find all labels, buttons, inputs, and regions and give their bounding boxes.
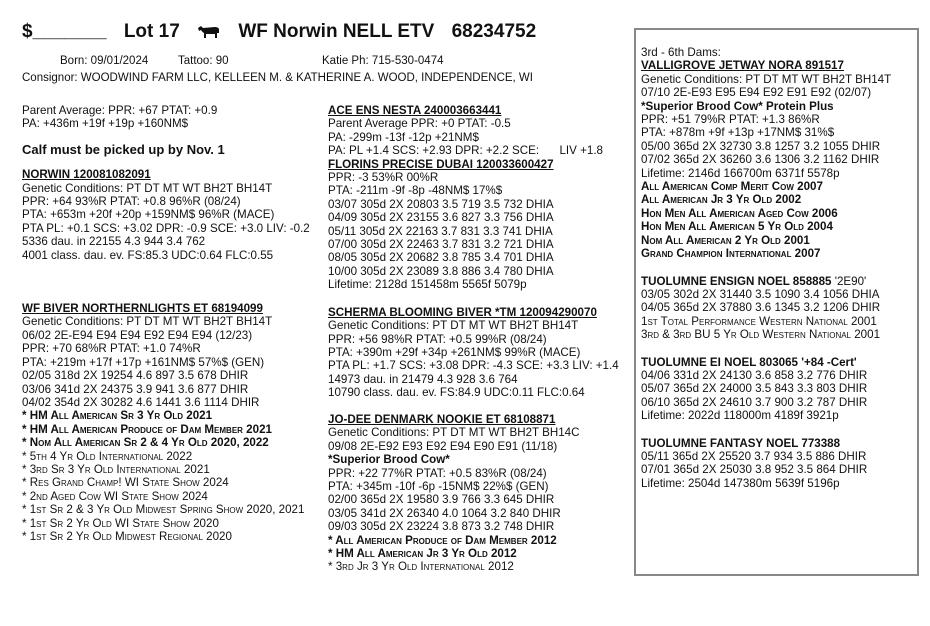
dam-line: 06/02 2E-E94 E94 E94 E92 E94 E94 (12/23) — [22, 328, 253, 342]
dam-line: 02/05 318d 2X 19254 4.6 897 3.5 678 DHIR — [22, 369, 249, 383]
animal-name: WF Norwin NELL ETV — [238, 21, 435, 42]
florins-line: 10/00 305d 2X 23089 3.8 886 3.4 780 DHIA — [328, 264, 554, 278]
ace-liv: LIV +1.8 — [559, 144, 603, 158]
sire-line: 4001 class. dau. ev. FS:85.3 UDC:0.64 FLC:0.55 — [22, 248, 274, 262]
dam-line: Genetic Conditions: PT DT MT WT BH2T BH14T — [22, 315, 273, 329]
florins-title: FLORINS PRECISE DUBAI 120033600427 — [328, 157, 554, 171]
dam-award: * 1st Sr 2 & 3 Yr Old Midwest Spring Show 2020, 2021 — [22, 503, 305, 517]
fantasy-line: 07/01 365d 2X 25030 3.8 952 3.5 864 DHIR — [641, 463, 868, 477]
nora-award: Hon Men All American Aged Cow 2006 — [641, 206, 838, 220]
sire-line: 5336 dau. in 22155 4.3 944 3.4 762 — [22, 235, 206, 249]
dam-award: * 2nd Aged Cow WI State Show 2024 — [22, 489, 208, 503]
dam-line: PTA: +219m +17f +17p +161NM$ 57%$ (GEN) — [22, 355, 265, 369]
cow-icon — [197, 23, 221, 39]
ei-line: Lifetime: 2022d 118000m 4189f 3921p — [641, 409, 839, 423]
ensign-heading — [641, 275, 891, 288]
contact-phone: Katie Ph: 715-530-0474 — [322, 55, 444, 67]
jodee-line: 03/05 341d 2X 26340 4.0 1064 3.2 840 DHIR — [328, 506, 561, 520]
registration-number: 68234752 — [451, 21, 537, 42]
sire-title: NORWIN 120081082091 — [22, 168, 151, 182]
ensign-score: '2E90' — [834, 274, 867, 288]
scherma-line: 14973 dau. in 21479 4.3 928 3.6 764 — [328, 372, 518, 386]
jodee-brood: *Superior Brood Cow* — [328, 453, 450, 467]
jodee-line: Genetic Conditions: PT DT MT WT BH2T BH14C — [328, 426, 580, 440]
scherma-line: PTA: +390m +29f +34p +261NM$ 99%R (MACE) — [328, 345, 581, 359]
jodee-line: 09/08 2E-E92 E93 E92 E94 E90 E91 (11/18) — [328, 439, 558, 453]
ensign-line: 03/05 302d 2X 31440 3.5 1090 3.4 1056 DHIA — [641, 287, 880, 301]
price-blank: $_______ — [22, 21, 107, 42]
nora-brood: *Superior Brood Cow* Protein Plus — [641, 99, 834, 113]
dam-line: 03/06 341d 2X 24375 3.9 941 3.6 877 DHIR — [22, 382, 249, 396]
nora-award: Grand Champion International 2007 — [641, 247, 821, 261]
jodee-line: 02/00 365d 2X 19580 3.9 766 3.3 645 DHIR — [328, 493, 555, 507]
ei-title: TUOLUMNE EI NOEL 803065 — [641, 355, 798, 369]
ace-title: ACE ENS NESTA 240003663441 — [328, 104, 502, 117]
nora-line: 07/10 2E-E93 E95 E94 E92 E91 E92 (02/07) — [641, 86, 872, 100]
ensign-line: 04/05 365d 2X 37880 3.6 1345 3.2 1206 DHIR — [641, 301, 881, 315]
jodee-award: * HM All American Jr 3 Yr Old 2012 — [328, 546, 517, 560]
nora-award: Hon Men All American 5 Yr Old 2004 — [641, 220, 833, 234]
tattoo: Tattoo: 90 — [178, 55, 229, 67]
sire-line: PTA PL: +0.1 SCS: +3.02 DPR: -0.9 SCE: +3.0 LIV: -0.2 — [22, 221, 310, 235]
dam-award: * 1st Sr 2 Yr Old Midwest Regional 2020 — [22, 529, 232, 543]
florins-line: PPR: -3 53%R 00%R — [328, 171, 439, 185]
jodee-line: 09/03 305d 2X 23224 3.8 873 3.2 748 DHIR — [328, 520, 555, 534]
ei-heading — [641, 356, 891, 369]
nora-line: PPR: +51 79%R PTAT: +1.3 86%R — [641, 113, 820, 127]
sire-line: Genetic Conditions: PT DT MT WT BH2T BH14T — [22, 181, 273, 195]
dam-award: * Nom All American Sr 2 & 4 Yr Old 2020, 2022 — [22, 436, 269, 450]
scherma-line: 10790 class. dau. ev. FS:84.9 UDC:0.11 FLC:0.64 — [328, 386, 585, 400]
ei-line: 05/07 365d 2X 24000 3.5 843 3.3 803 DHIR — [641, 382, 868, 396]
nora-title: VALLIGROVE JETWAY NORA 891517 — [641, 59, 844, 73]
scherma-title: SCHERMA BLOOMING BIVER *TM 120094290070 — [328, 305, 597, 319]
jodee-title: JO-DEE DENMARK NOOKIE ET 68108871 — [328, 412, 556, 426]
dam-title: WF BIVER NORTHERNLIGHTS ET 68194099 — [22, 302, 263, 316]
ei-score: '+84 -Cert' — [801, 355, 857, 369]
dam-award: * Res Grand Champ! WI State Show 2024 — [22, 476, 229, 490]
middle-column — [328, 104, 619, 574]
florins-line: 03/07 305d 2X 20803 3.5 719 3.5 732 DHIA — [328, 197, 554, 211]
ei-line: 04/06 331d 2X 24130 3.6 858 3.2 776 DHIR — [641, 368, 868, 382]
nora-line: PTA: +878m +9f +13p +17NM$ 31%$ — [641, 126, 835, 140]
ensign-title: TUOLUMNE ENSIGN NOEL 858885 — [641, 274, 832, 288]
dam-award: * 3rd Sr 3 Yr Old International 2021 — [22, 462, 210, 476]
left-column — [22, 104, 310, 543]
dam-award: * 5th 4 Yr Old International 2022 — [22, 449, 193, 463]
scherma-line: PPR: +56 98%R PTAT: +0.5 99%R (08/24) — [328, 332, 547, 346]
florins-line: Lifetime: 2128d 151458m 5565f 5079p — [328, 278, 527, 292]
ace-pl: PA: PL +1.4 SCS: +2.93 DPR: +2.2 SCE: — [328, 144, 540, 158]
ensign-award: 1st Total Performance Western National 2001 — [641, 314, 877, 328]
dam-award: * HM All American Produce of Dam Member 2021 — [22, 422, 272, 436]
jodee-award: * All American Produce of Dam Member 2012 — [328, 533, 557, 547]
florins-line: 08/05 305d 2X 20682 3.8 785 3.4 701 DHIA — [328, 251, 554, 265]
florins-line: PTA: -211m -9f -8p -48NM$ 17%$ — [328, 184, 503, 198]
nora-award: All American Comp Merit Cow 2007 — [641, 180, 823, 194]
dams-heading: 3rd - 6th Dams: — [641, 46, 721, 59]
florins-line: 07/00 305d 2X 22463 3.7 831 3.2 721 DHIA — [328, 238, 554, 252]
sire-line: PTA: +653m +20f +20p +159NM$ 96%R (MACE) — [22, 208, 275, 222]
consignor: Consignor: WOODWIND FARM LLC, KELLEEN M. & KATHERINE A. WOOD, INDEPENDENCE, WI — [22, 72, 533, 84]
birth-date: Born: 09/01/2024 — [60, 55, 149, 67]
scherma-line: Genetic Conditions: PT DT MT WT BH2T BH14T — [328, 319, 579, 333]
jodee-award: * 3rd Jr 3 Yr Old International 2012 — [328, 560, 514, 574]
fantasy-line: 05/11 365d 2X 25520 3.7 934 3.5 886 DHIR — [641, 449, 867, 463]
parent-average: Parent Average: PPR: +67 PTAT: +0.9 — [22, 104, 218, 117]
dam-award: * HM All American Sr 3 Yr Old 2021 — [22, 409, 213, 423]
nora-award: All American Jr 3 Yr Old 2002 — [641, 193, 802, 207]
scherma-line: PTA PL: +1.7 SCS: +3.08 DPR: -4.3 SCE: +3.3 LIV: +1.4 — [328, 359, 619, 373]
nora-line: Lifetime: 2146d 166700m 6371f 5578p — [641, 166, 840, 180]
sire-line: PPR: +64 93%R PTAT: +0.8 96%R (08/24) — [22, 195, 241, 209]
jodee-line: PTA: +345m -10f -6p -15NM$ 22%$ (GEN) — [328, 479, 549, 493]
dam-line: 04/02 354d 2X 30282 4.6 1441 3.6 1114 DHIR — [22, 395, 260, 409]
dams-column — [641, 46, 891, 490]
fantasy-line: Lifetime: 2504d 147380m 5639f 5196p — [641, 476, 840, 490]
nora-line: 05/00 365d 2X 32730 3.8 1257 3.2 1055 DHIR — [641, 139, 881, 153]
parent-average-pa: PA: +436m +19f +19p +160NM$ — [22, 117, 189, 131]
florins-line: 04/09 305d 2X 23155 3.6 827 3.3 756 DHIA — [328, 211, 554, 225]
jodee-line: PPR: +22 77%R PTAT: +0.5 83%R (08/24) — [328, 466, 547, 480]
dam-line: PPR: +70 68%R PTAT: +1.0 74%R — [22, 342, 201, 356]
ace-line: PA: -299m -13f -12p +21NM$ — [328, 130, 479, 144]
ace-line: Parent Average PPR: +0 PTAT: -0.5 — [328, 117, 511, 131]
pickup-notice: Calf must be picked up by Nov. 1 — [22, 141, 225, 157]
ace-pl-row — [328, 144, 603, 157]
nora-award: Nom All American 2 Yr Old 2001 — [641, 233, 810, 247]
lot-number: Lot 17 — [123, 21, 180, 42]
nora-line: Genetic Conditions: PT DT MT WT BH2T BH14T — [641, 72, 892, 86]
ensign-award: 3rd & 3rd BU 5 Yr Old Western National 2001 — [641, 328, 881, 342]
dams-box — [634, 28, 919, 576]
fantasy-title: TUOLUMNE FANTASY NOEL 773388 — [641, 436, 841, 450]
lot-header — [22, 21, 548, 43]
florins-line: 05/11 305d 2X 22163 3.7 831 3.3 741 DHIA — [328, 224, 553, 238]
ei-line: 06/10 365d 2X 24610 3.7 900 3.2 787 DHIR — [641, 395, 868, 409]
dam-award: * 1st Sr 2 Yr Old WI State Show 2020 — [22, 516, 219, 530]
nora-line: 07/02 365d 2X 36260 3.6 1306 3.2 1162 DHIR — [641, 153, 880, 167]
